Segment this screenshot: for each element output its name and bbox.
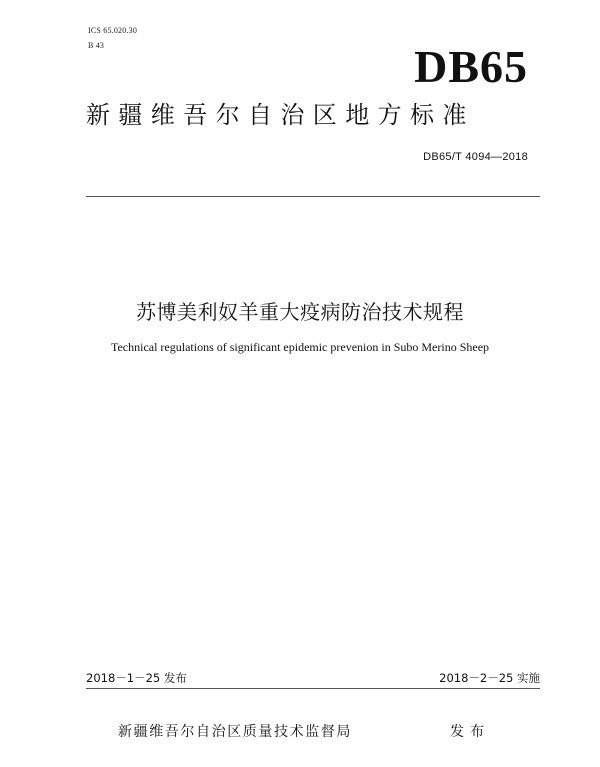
standard-type-title: 新疆维吾尔自治区地方标准: [86, 101, 475, 129]
top-divider: [86, 196, 540, 197]
ics-code: ICS 65.020.30: [88, 26, 138, 35]
issue-label: 发布: [450, 724, 490, 740]
document-title-english: Technical regulations of significant epidemic prevenion in Subo Merino Sheep: [110, 340, 490, 354]
bottom-divider: [86, 688, 540, 689]
ccs-code: B 43: [88, 41, 105, 50]
implementation-date: 2018－2－25 实施: [439, 671, 540, 685]
standard-number: DB65/T 4094—2018: [423, 151, 528, 163]
issuing-authority: 新疆维吾尔自治区质量技术监督局: [118, 724, 352, 740]
publish-date: 2018－1－25 发布: [86, 671, 187, 685]
standard-code: DB65: [414, 41, 528, 92]
document-title-chinese: 苏博美利奴羊重大疫病防治技术规程: [136, 300, 464, 324]
